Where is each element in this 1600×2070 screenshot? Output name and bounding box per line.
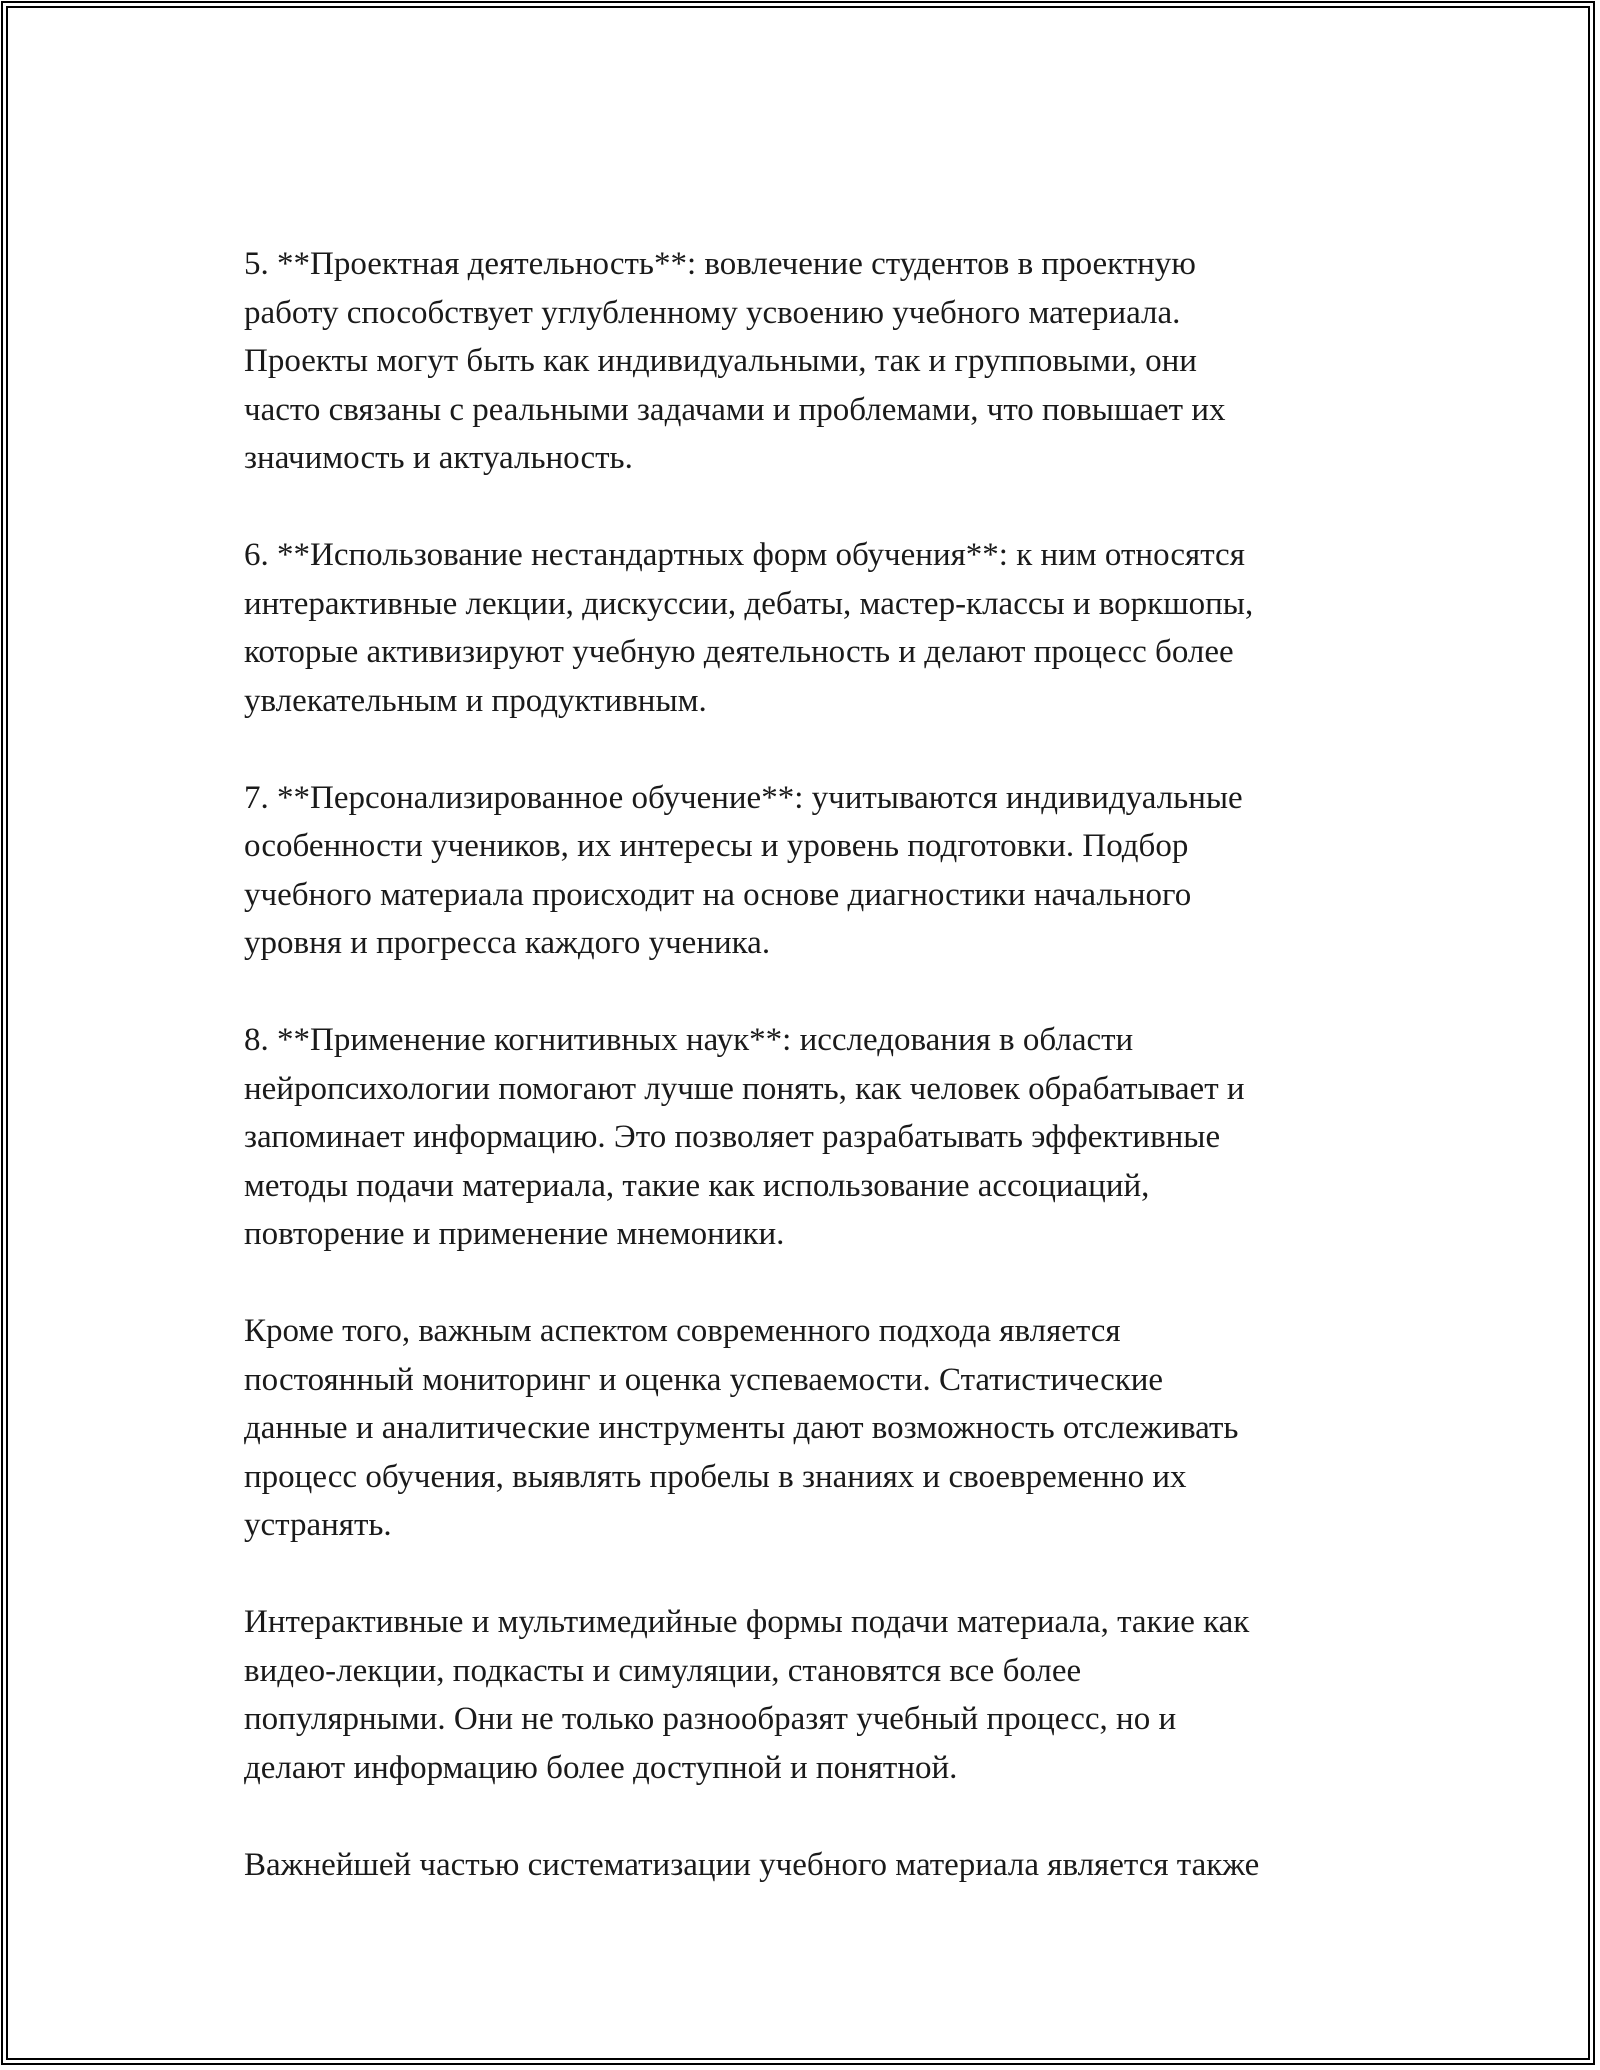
document-body	[244, 240, 1394, 1889]
paragraph-cognitive-sciences: 8. **Применение когнитивных наук**: исследования в области нейропсихологии помогают лучше понять, как человек обрабатывает и запоминает информацию. Это позволяет разрабатывать эффективные методы подачи материала, такие как использование ассоциаций, повторение и применение мнемоники.	[244, 1022, 1245, 1252]
paragraph-multimedia: Интерактивные и мультимедийные формы подачи материала, такие как видео-лекции, подкасты и симуляции, становятся все более популярными. Они не только разнообразят учебный процесс, но и делают информацию более доступной и понятной.	[244, 1604, 1250, 1786]
paragraph-project-activity: 5. **Проектная деятельность**: вовлечение студентов в проектную работу способствует углубленному усвоению учебного материала. Проекты могут быть как индивидуальными, так и групповыми, они часто связаны с реальными задачами и проблемами, что повышает их значимость и актуальность.	[244, 246, 1226, 476]
paragraph-monitoring: Кроме того, важным аспектом современного подхода является постоянный мониторинг и оценка успеваемости. Статистические данные и аналитические инструменты дают возможность отслеживать процесс обучения, выявлять пробелы в знаниях и своевременно их устранять.	[244, 1313, 1239, 1543]
paragraph-personalized-learning: 7. **Персонализированное обучение**: учитываются индивидуальные особенности учеников, их интересы и уровень подготовки. Подбор учебного материала происходит на основе диагностики начального уровня и прогресса каждого ученика.	[244, 779, 1243, 961]
page-frame	[6, 6, 1590, 2060]
paragraph-systematization: Важнейшей частью систематизации учебного материала является также	[244, 1846, 1260, 1883]
paragraph-nonstandard-forms: 6. **Использование нестандартных форм обучения**: к ним относятся интерактивные лекции, дискуссии, дебаты, мастер-классы и воркшопы, которые активизируют учебную деятельность и делают процесс более увлекательным и продуктивным.	[244, 537, 1254, 719]
